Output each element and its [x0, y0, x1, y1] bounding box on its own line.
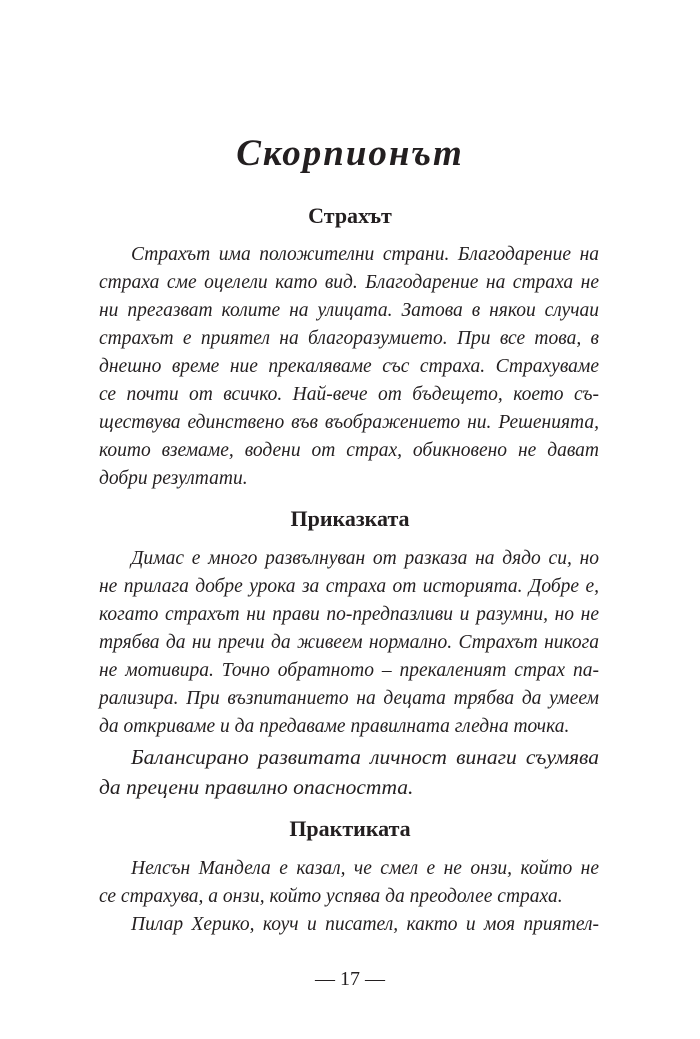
paragraph-line: Балансирано развитата личност винаги съумява — [131, 745, 599, 769]
paragraph-line: се почти от всичко. Най-вече от бъдещето, което съ- — [99, 384, 599, 405]
page-number: — 17 — — [315, 968, 385, 990]
paragraph-line: Нелсън Мандела е казал, че смел е не онзи, който не — [131, 858, 599, 879]
paragraph-line: когато страхът ни прави по-предпазливи и разумни, но не — [99, 604, 599, 625]
paragraph-line: ни прегазват колите на улицата. Затова в някои случаи — [99, 300, 599, 321]
paragraph-line: да откриваме и да предаваме правилната гледна точка. — [99, 716, 570, 737]
chapter-title: Скорпионът — [236, 133, 464, 174]
paragraph-line: не мотивира. Точно обратното – прекаленият страх па- — [99, 660, 599, 681]
paragraph-line: ществува единствено във въображението ни. Решенията, — [99, 412, 599, 433]
paragraph-line: Страхът има положителни страни. Благодарение на — [131, 244, 599, 265]
section-heading-fear: Страхът — [308, 203, 392, 228]
paragraph-line: добри резултати. — [99, 468, 248, 489]
paragraph-line: които вземаме, водени от страх, обикновено не дават — [99, 440, 599, 461]
paragraph-line: страха сме оцелели като вид. Благодарение на страха не — [99, 272, 599, 293]
section-heading-practice: Практиката — [289, 816, 411, 841]
paragraph-line: да прецени правилно опасността. — [99, 775, 414, 799]
paragraph-line: рализира. При възпитанието на децата трябва да умеем — [99, 688, 599, 709]
paragraph-line: днешно време ние прекаляваме със страха. Страхуваме — [99, 356, 599, 377]
section-heading-story: Приказката — [290, 506, 410, 531]
paragraph-line: страхът е приятел на благоразумието. При все това, в — [99, 328, 599, 349]
paragraph-line: се страхува, а онзи, който успява да преодолее страха. — [99, 886, 563, 907]
paragraph-line: не прилага добре урока за страха от историята. Добре е, — [99, 576, 599, 597]
paragraph-line: трябва да ни пречи да живеем нормално. Страхът никога — [99, 632, 599, 653]
paragraph-line: Димас е много развълнуван от разказа на дядо си, но — [131, 548, 599, 569]
paragraph-line: Пилар Херико, коуч и писател, както и моя приятел- — [131, 914, 599, 935]
